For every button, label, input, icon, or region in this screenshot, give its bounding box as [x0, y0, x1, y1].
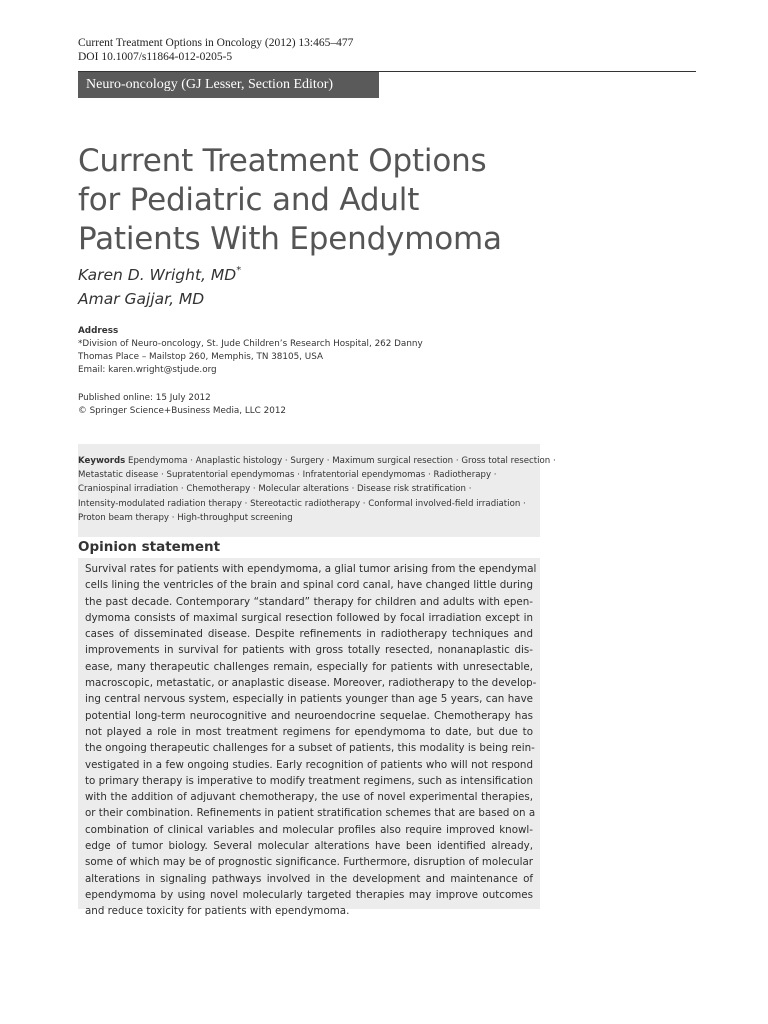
- author-list: [78, 263, 241, 311]
- opinion-line: alterations in signaling pathways involved in the development and maintenance of: [85, 872, 533, 885]
- opinion-line: edge of tumor biology. Several molecular alterations have been identified already,: [85, 840, 533, 853]
- author-name: Amar Gajjar, MD: [78, 290, 205, 308]
- opinion-statement-box: [78, 558, 540, 918]
- opinion-heading: Opinion statement: [78, 539, 221, 555]
- author: [78, 287, 241, 311]
- article-title: [78, 142, 638, 259]
- section-band: Neuro-oncology (GJ Lesser, Section Editor): [78, 72, 379, 98]
- keywords-line: Proton beam therapy · High-throughput screening: [78, 512, 293, 523]
- author: [78, 263, 241, 287]
- opinion-line: dymoma consists of maximal surgical resection followed by focal irradiation except in: [85, 611, 533, 624]
- opinion-line: combination of clinical variables and molecular profiles also require improved knowl-: [85, 823, 533, 836]
- keywords-line: [78, 454, 556, 468]
- opinion-line: ease, many therapeutic challenges remain, especially for patients with unresectable,: [85, 660, 533, 673]
- address-line: *Division of Neuro-oncology, St. Jude Children’s Research Hospital, 262 Danny: [78, 339, 423, 349]
- keywords-label: Keywords: [78, 456, 126, 466]
- keywords-line: Metastatic disease · Supratentorial ependymomas · Infratentorial ependymomas · Radiotherapy ·: [78, 470, 497, 481]
- opinion-line: potential long-term neurocognitive and neuroendocrine sequelae. Chemotherapy has: [85, 709, 533, 722]
- keywords-box: [78, 444, 556, 537]
- opinion-line: the ongoing therapeutic challenges for a subset of patients, this modality is being rein-: [85, 742, 535, 755]
- opinion-line: vestigated in a few ongoing studies. Early recognition of patients who will not respond: [85, 758, 533, 771]
- opinion-line: macroscopic, metastatic, or anaplastic disease. Moreover, radiotherapy to the develop-: [85, 677, 537, 690]
- opinion-line: cells lining the ventricles of the brain and spinal cord canal, have changed little during: [85, 579, 533, 592]
- title-line: Current Treatment Options: [78, 143, 487, 179]
- opinion-line: the past decade. Contemporary “standard” therapy for children and adults with epen-: [85, 595, 533, 608]
- opinion-line: and reduce toxicity for patients with ependymoma.: [85, 905, 350, 918]
- author-mark: *: [236, 265, 242, 276]
- journal-citation: Current Treatment Options in Oncology (2012) 13:465–477: [78, 37, 354, 49]
- doi: DOI 10.1007/s11864-012-0205-5: [78, 51, 233, 63]
- address-label: Address: [78, 326, 119, 336]
- address-block: [78, 325, 498, 377]
- author-name: Karen D. Wright, MD: [78, 266, 237, 284]
- keywords-line: Craniospinal irradiation · Chemotherapy · Molecular alterations · Disease risk stratification ·: [78, 484, 472, 495]
- title-line: Patients With Ependymoma: [78, 221, 502, 257]
- opinion-line: improvements in survival for patients with gross totally resected, nonanaplastic dis-: [85, 644, 533, 657]
- opinion-line: Survival rates for patients with ependymoma, a glial tumor arising from the ependymal: [85, 563, 537, 575]
- opinion-line: to primary therapy is imperative to modify treatment regimens, such as intensification: [85, 774, 533, 787]
- address-line: Thomas Place – Mailstop 260, Memphis, TN 38105, USA: [78, 352, 323, 362]
- title-line: for Pediatric and Adult: [78, 182, 420, 218]
- opinion-line: or their combination. Refinements in patient stratification schemes that are based on a: [85, 807, 536, 820]
- opinion-line: not played a role in most treatment regimens for ependymoma to date, but due to: [85, 725, 533, 738]
- copyright: © Springer Science+Business Media, LLC 2012: [78, 406, 287, 416]
- opinion-line: some of which may be of prognostic significance. Furthermore, disruption of molecular: [85, 856, 533, 869]
- published-date: Published online: 15 July 2012: [78, 393, 211, 403]
- opinion-line: cases of disseminated disease. Despite refinements in radiotherapy techniques and: [85, 628, 533, 641]
- opinion-line: ependymoma by using novel molecularly targeted therapies may improve outcomes: [85, 888, 533, 901]
- opinion-line: with the addition of adjuvant chemotherapy, the use of novel experimental therapies,: [85, 791, 533, 804]
- journal-reference: [78, 36, 353, 64]
- publication-info: [78, 392, 286, 418]
- keywords-text: Ependymoma · Anaplastic histology · Surgery · Maximum surgical resection · Gross total resection ·: [128, 456, 556, 466]
- email-line: Email: karen.wright@stjude.org: [78, 365, 217, 375]
- opinion-text: [85, 561, 537, 920]
- opinion-line: ing central nervous system, especially in patients younger than age 5 years, can have: [85, 693, 533, 706]
- keywords-line: Intensity-modulated radiation therapy · Stereotactic radiotherapy · Conformal involved-field irradiation ·: [78, 498, 526, 509]
